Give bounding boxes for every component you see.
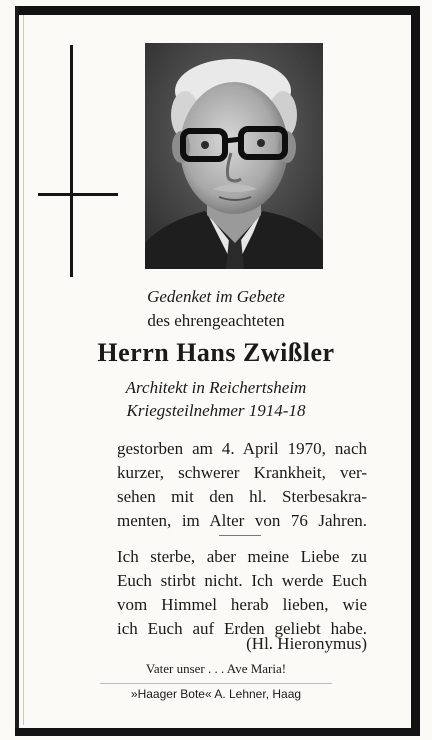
death-notice-line: kurzer, schwerer Krankheit, ver-	[117, 463, 367, 482]
quote-line: ich Euch auf Erden geliebt habe.	[117, 619, 367, 638]
footer-divider	[100, 683, 332, 684]
quote-line: Ich sterbe, aber meine Liebe zu	[117, 547, 367, 566]
death-notice-line: sehen mit den hl. Sterbesakra-	[117, 487, 367, 506]
death-notice	[117, 437, 367, 533]
portrait-photo	[145, 43, 323, 269]
card-edge	[23, 15, 24, 725]
quote-attribution: (Hl. Hieronymus)	[246, 634, 367, 653]
deceased-name: Herrn Hans Zwißler	[97, 338, 335, 367]
prayer-line: Vater unser . . . Ave Maria!	[145, 661, 287, 676]
death-notice-line: gestorben am 4. April 1970, nach	[117, 439, 367, 458]
verse-line-2: des ehrengeachteten	[147, 311, 285, 330]
quote	[117, 545, 367, 641]
border-bottom	[15, 728, 420, 736]
cross-horizontal-bar	[38, 193, 118, 196]
occupation: Architekt in Reichertsheim	[125, 378, 307, 397]
printer-imprint: »Haager Bote« A. Lehner, Haag	[130, 687, 302, 701]
border-left	[15, 6, 19, 734]
quote-line: vom Himmel herab lieben, wie	[117, 595, 367, 614]
divider	[219, 535, 261, 536]
death-notice-line: menten, im Alter von 76 Jahren.	[117, 511, 367, 530]
veteran-note: Kriegsteilnehmer 1914-18	[126, 401, 306, 420]
border-right	[411, 6, 420, 736]
verse-line-1: Gedenket im Gebete	[147, 287, 285, 306]
portrait-image	[145, 43, 323, 269]
border-top	[15, 6, 420, 15]
cross-vertical-bar	[70, 45, 73, 277]
quote-line: Euch stirbt nicht. Ich werde Euch	[117, 571, 367, 590]
